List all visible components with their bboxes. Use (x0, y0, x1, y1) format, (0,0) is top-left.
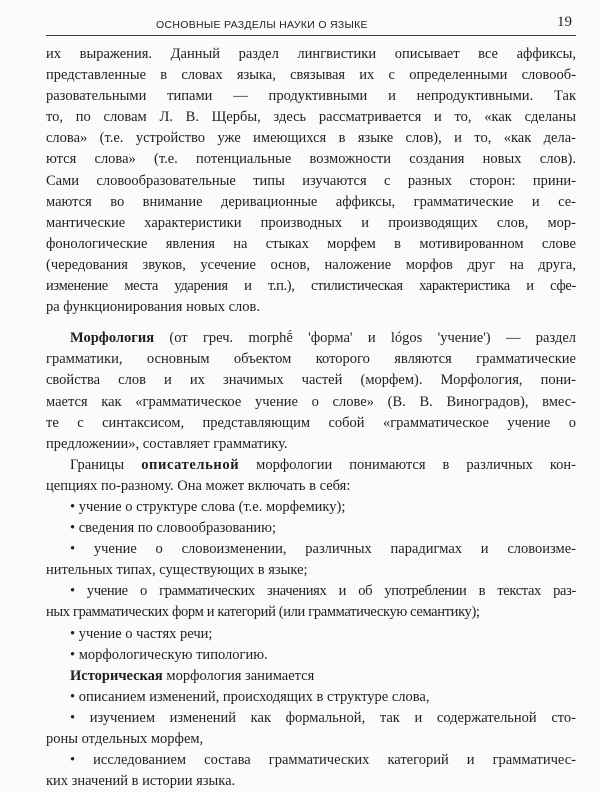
text-line: представленные в словах языка, связывая их с определенными словооб- (46, 67, 576, 84)
list-item-line: • исследованием состава грамматических категорий и грамматичес- (70, 752, 576, 769)
paragraph-descriptive-morphology (46, 455, 576, 497)
text-prefix: Границы (70, 456, 142, 473)
page-number: 19 (557, 14, 572, 30)
list-item (46, 708, 576, 750)
term-morphology: Морфология (70, 330, 155, 347)
list-item (46, 497, 576, 518)
historical-morphology-list (46, 687, 576, 792)
text-line: грамматики, основным объектом которого являются грамматические (46, 351, 576, 368)
list-item-line: нительных типах, существующих в языке; (46, 562, 308, 579)
text-rest: морфология занимается (162, 667, 315, 684)
list-item (46, 581, 576, 623)
list-item-line: • описанием изменений, происходящих в структуре слова, (70, 688, 430, 705)
running-header-title: ОСНОВНЫЕ РАЗДЕЛЫ НАУКИ О ЯЗЫКЕ (156, 19, 368, 31)
paragraph-word-formation (46, 44, 576, 318)
text-line: мается как «грамматическое учение о слове» (В. В. Виноградов), вмес- (46, 393, 576, 410)
list-item-line: роны отдельных морфем, (46, 731, 204, 747)
text-line (46, 328, 576, 349)
list-item-line: • учение о частях речи; (70, 625, 213, 642)
running-header (46, 14, 576, 36)
list-item-line: • учение о структуре слова (т.е. морфемику); (70, 498, 346, 515)
text-line (46, 666, 576, 687)
body-text (46, 44, 576, 792)
text-line: ются слова» (т.е. потенциальные возможности создания новых слов). (46, 151, 576, 168)
list-item (46, 624, 576, 645)
list-item (46, 539, 576, 581)
text-line: фонологические явления на стыках морфем в мотивированном слове (46, 235, 576, 252)
term-descriptive: описательной (141, 456, 240, 473)
list-item (46, 687, 576, 708)
list-item (46, 750, 576, 792)
list-item-line: • морфологическую типологию. (70, 646, 268, 663)
text-line: цепциях по-разному. Она может включать в себя: (46, 477, 351, 494)
list-item-line: • изучением изменений как формальной, так и содержательной сто- (70, 709, 576, 726)
text-line: разовательными типами — продуктивными и непродуктивными. Так (46, 88, 576, 105)
list-item-line: ных грамматических форм и категорий (или грамматическую семантику); (46, 604, 480, 621)
text-line: свойства слов и их значимых частей (морфем). Морфология, пони- (46, 372, 576, 389)
text-line: предложении», составляет грамматику. (46, 435, 288, 452)
text-line: те с синтаксисом, представляющим собой «грамматическое учение о (46, 414, 576, 431)
text-rest: морфологии понимаются в различных кон- (239, 456, 576, 473)
list-item-line: • учение о словоизменении, различных парадигмах и словоизме- (70, 541, 576, 558)
term-historical: Историческая (70, 667, 163, 684)
text-line: слова» (т.е. устройство уже имеющихся в языке слов), и то, «как дела- (46, 130, 576, 147)
list-item-line: ких значений в истории языка. (46, 773, 236, 790)
text-line: то, по словам Л. В. Щербы, здесь рассматривается и то, «как сделаны (46, 109, 576, 126)
text-line: ра функционирования новых слов. (46, 299, 260, 316)
text-line: Сами словообразовательные типы изучаются с разных сторон: прини- (46, 172, 576, 189)
text-line (46, 455, 576, 476)
text-line: их выражения. Данный раздел лингвистики описывает все аффиксы, (46, 46, 576, 62)
paragraph-morphology-definition (46, 328, 576, 455)
text-line: маются во внимание деривационные аффиксы, грамматические и се- (46, 193, 576, 210)
text-line: (чередования звуков, усечение основ, наложение морфов друг на друга, (46, 256, 576, 273)
list-item (46, 645, 576, 666)
list-item-line: • сведения по словообразованию; (70, 520, 277, 537)
text-line: изменение места ударения и т.п.), стилистическая характеристика и сфе- (46, 278, 576, 295)
paragraph-historical-morphology (46, 666, 576, 687)
definition-text: (от греч. morphḗ 'форма' и lógos 'учение') — раздел (154, 330, 576, 347)
list-item-line: • учение о грамматических значениях и об употреблении в текстах раз- (70, 583, 576, 600)
text-line: мантические характеристики производных и производящих слов, мор- (46, 214, 576, 231)
list-item (46, 518, 576, 539)
descriptive-morphology-list (46, 497, 576, 666)
